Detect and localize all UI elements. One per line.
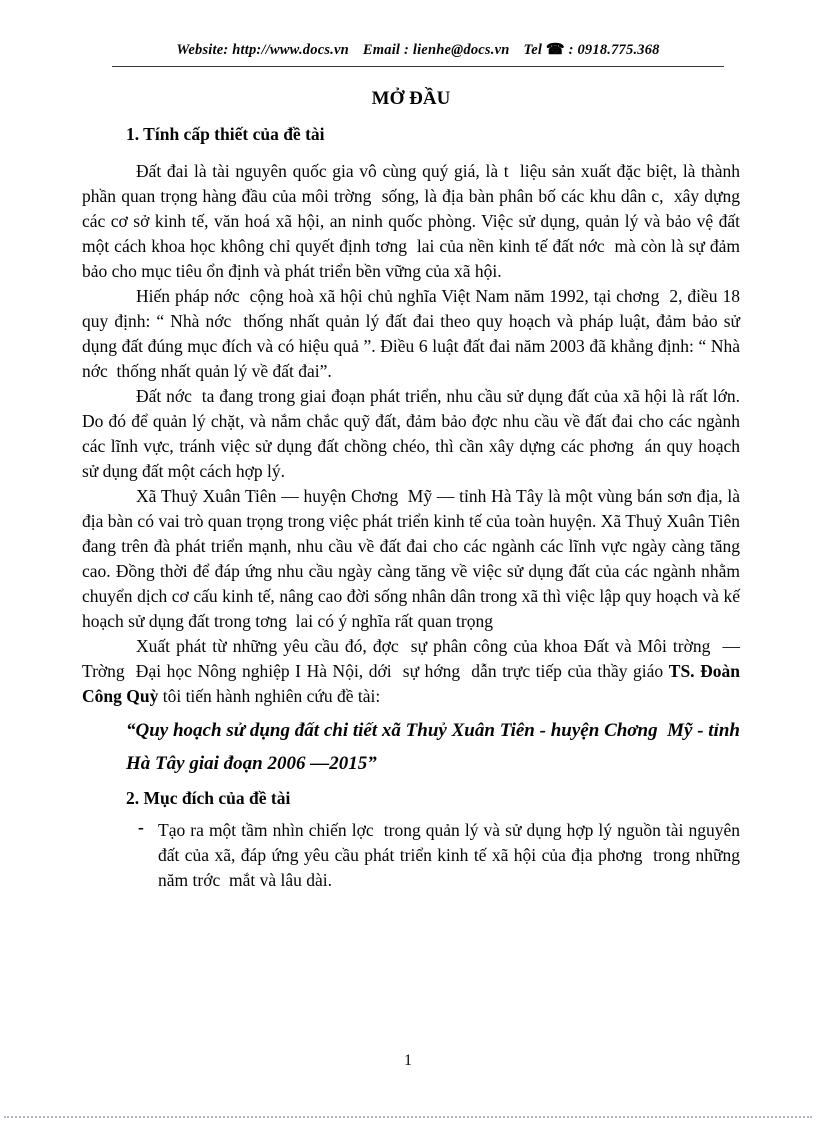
closing-text-after: tôi tiến hành nghiên cứu đề tài: <box>158 686 381 706</box>
website-link[interactable]: : http://www.docs.vn <box>223 42 349 58</box>
section-1-heading: 1. Tính cấp thiết của đề tài <box>126 124 325 144</box>
email-label: Email <box>362 42 401 58</box>
paragraph-5 <box>82 634 740 709</box>
paragraph-2: Hiến pháp nớc cộng hoà xã hội chủ nghĩa Việt Nam năm 1992, tại chơng 2, điều 18 quy định: “ Nhà nớc thống nhất quản lý đất đai theo quy hoạch và pháp luật, đảm bảo sử dụng đất đúng mục đích và có hiệu quả ”. Điều 6 luật đất đai năm 2003 đã khẳng định: “ Nhà nớc thống nhất quản lý về đất đai”. <box>82 286 740 381</box>
website-label: Website <box>176 42 224 58</box>
bullet-item <box>82 818 740 893</box>
bullet-text: Tạo ra một tầm nhìn chiến lợc trong quản lý và sử dụng hợp lý nguồn tài nguyên đất của xã, đáp ứng yêu cầu phát triển kinh tế xã hội của địa phơng trong những năm trớc mắt và lâu dài. <box>158 820 740 890</box>
thesis-title: “Quy hoạch sử dụng đất chi tiết xã Thuỷ Xuân Tiên - huyện Chơng Mỹ - tỉnh Hà Tây giai đoạn 2006 —2015” <box>126 720 740 774</box>
document-title: MỞ ĐẦU <box>371 88 451 109</box>
page-number: 1 <box>404 1052 412 1069</box>
tel-number: : 0918.775.368 <box>568 42 660 58</box>
paragraph-3: Đất nớc ta đang trong giai đoạn phát triển, nhu cầu sử dụng đất của xã hội là rất lớn. Do đó để quản lý chặt, và nắm chắc quỹ đất, đảm bảo đợc nhu cầu về đất đai cho các ngành các lĩnh vực, tránh việc sử dụng đất chồng chéo, thì cần xây dựng các phơng án quy hoạch sử dụng đất một cách hợp lý. <box>82 386 740 481</box>
bullet-dash-marker: - <box>138 817 144 837</box>
section-2-heading: 2. Mục đích của đề tài <box>126 788 291 808</box>
paragraph-1: Đất đai là tài nguyên quốc gia vô cùng quý giá, là t liệu sản xuất đặc biệt, là thành phần quan trọng hàng đầu của môi trờng sống, là địa bàn phân bố các khu dân c, xây dựng các cơ sở kinh tế, văn hoá xã hội, an ninh quốc phòng. Việc sử dụng, quản lý và bảo vệ đất một cách khoa học không chỉ quyết định tơng lai của nền kinh tế đất nớc mà còn là sự đảm bảo cho mục tiêu ổn định và phát triển bền vững của xã hội. <box>82 161 740 281</box>
advisor-name: TS. Đoàn Công Quỳ <box>82 661 740 706</box>
paragraph-4: Xã Thuỷ Xuân Tiên — huyện Chơng Mỹ — tỉnh Hà Tây là một vùng bán sơn địa, là địa bàn có vai trò quan trọng trong việc phát triển kinh tế của toàn huyện. Xã Thuỷ Xuân Tiên đang trên đà phát triển mạnh, nhu cầu về đất đai cho các ngành các lĩnh vực ngày càng tăng cao. Đồng thời để đáp ứng nhu cầu ngày càng tăng về việc sử dụng đất của các ngành nhằm chuyển dịch cơ cấu kinh tế, nâng cao đời sống nhân dân trong xã thì việc lập quy hoạch và kế hoạch sử dụng đất trong tơng lai có ý nghĩa rất quan trọng <box>82 486 740 631</box>
tel-label: Tel <box>523 42 543 58</box>
bottom-dotted-divider <box>4 1116 812 1118</box>
email-link[interactable]: : lienhe@docs.vn <box>404 42 510 58</box>
telephone-icon: ☎ <box>545 42 565 58</box>
document-body <box>82 84 740 893</box>
closing-text-before: Xuất phát từ những yêu cầu đó, đợc sự phân công của khoa Đất và Môi trờng — Trờng Đại học Nông nghiệp I Hà Nội, dới sự hớng dẫn trực tiếp của thầy giáo <box>82 636 740 681</box>
page-header <box>112 40 724 67</box>
